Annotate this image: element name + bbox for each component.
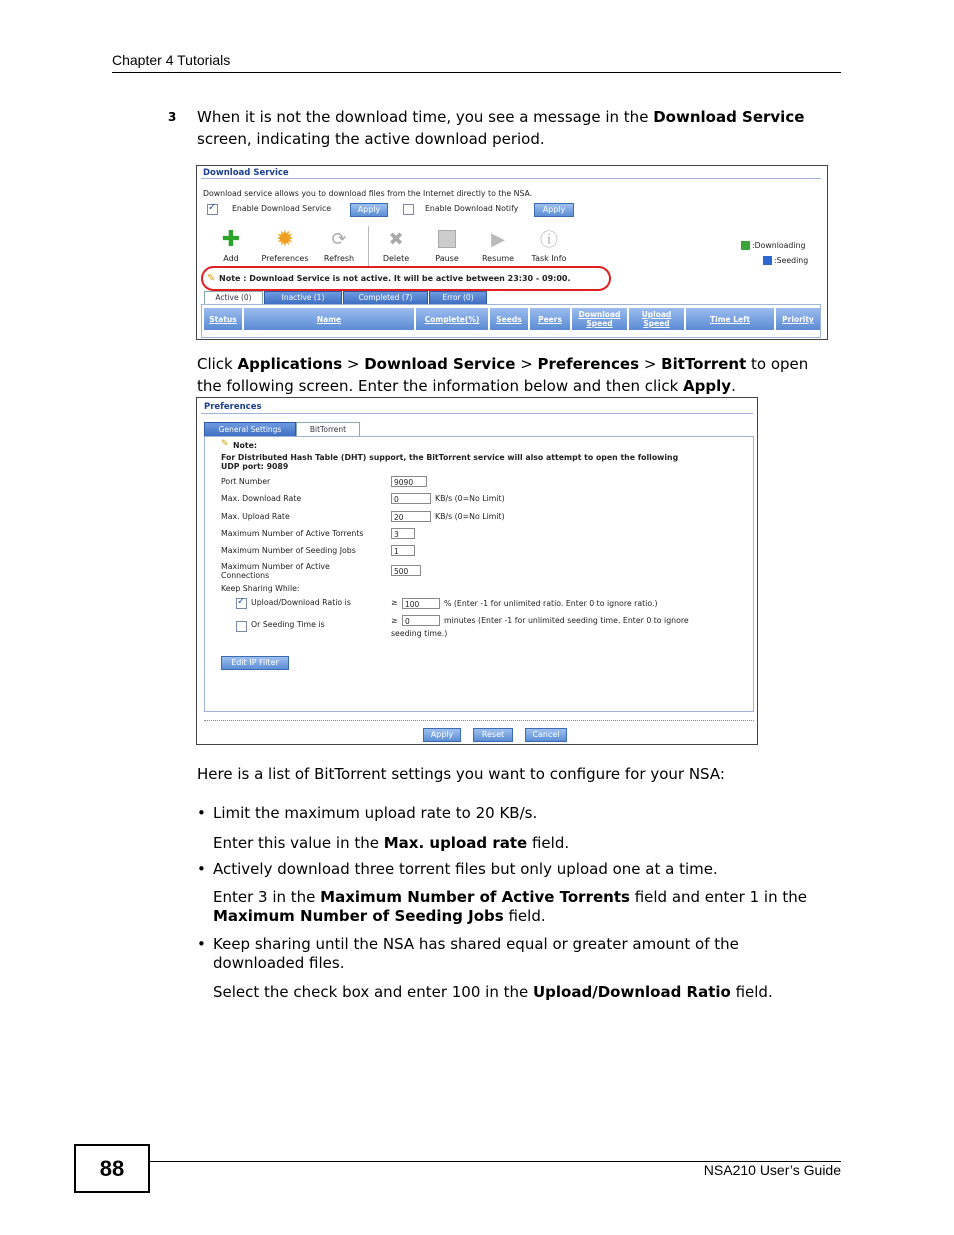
buttons-divider bbox=[204, 720, 754, 721]
service-intro: Download service allows you to download files from the Internet directly to the NSA. bbox=[203, 189, 533, 198]
dht-note-line-2: UDP port: 9089 bbox=[221, 462, 289, 471]
to-open-text: to open bbox=[746, 355, 809, 373]
pause-icon bbox=[436, 228, 458, 250]
bullet-1 bbox=[197, 804, 538, 822]
bullet-2-sub-line-2 bbox=[213, 907, 843, 926]
col-download-speed[interactable]: Download Speed bbox=[572, 308, 627, 330]
col-time-left[interactable]: Time Left bbox=[686, 308, 774, 330]
preferences-label: Preferences bbox=[261, 254, 309, 263]
preferences-screenshot bbox=[196, 397, 758, 745]
apply-notify-button[interactable]: Apply bbox=[534, 203, 574, 217]
add-tool[interactable] bbox=[207, 228, 255, 263]
max-download-rate-input[interactable]: 0 bbox=[391, 493, 431, 504]
step-line1-text: When it is not the download time, you see a message in the bbox=[197, 108, 654, 126]
col-status[interactable]: Status bbox=[204, 308, 242, 330]
separator-2: > bbox=[515, 355, 538, 373]
max-active-connections-label-1: Maximum Number of Active bbox=[221, 562, 330, 571]
resume-label: Resume bbox=[481, 254, 515, 263]
bullet-3 bbox=[197, 935, 739, 972]
pause-tool[interactable] bbox=[423, 228, 471, 263]
prefs-note-label: Note: bbox=[233, 441, 258, 450]
bullet-3-line-2: downloaded files. bbox=[213, 954, 345, 972]
separator-3: > bbox=[639, 355, 662, 373]
max-upload-rate-label: Max. Upload Rate bbox=[221, 512, 290, 521]
bullet-3-sub-pre: Select the check box and enter 100 in the bbox=[213, 983, 533, 1001]
header-rule bbox=[112, 72, 841, 73]
step-line-1 bbox=[197, 106, 847, 128]
apply-service-button[interactable]: Apply bbox=[350, 203, 388, 217]
preferences-icon: ✹ bbox=[275, 226, 295, 252]
preferences-tool[interactable] bbox=[261, 228, 309, 263]
title-divider bbox=[201, 178, 821, 179]
bullet-dot-1: • bbox=[197, 804, 206, 822]
max-download-rate-label: Max. Download Rate bbox=[221, 494, 302, 503]
instructions-line-2 bbox=[197, 375, 847, 397]
period: . bbox=[731, 377, 736, 395]
tab-active[interactable]: Active (0) bbox=[204, 291, 263, 304]
bullet-3-line-1: Keep sharing until the NSA has shared equal or greater amount of the bbox=[213, 935, 739, 953]
bullet-1-sub-post: field. bbox=[527, 834, 570, 852]
downloading-legend-icon bbox=[741, 241, 750, 250]
chapter-header: Chapter 4 Tutorials bbox=[112, 52, 231, 68]
seeding-time-hint-1: minutes (Enter -1 for unlimited seeding time. Enter 0 to ignore bbox=[444, 616, 689, 625]
settings-list-intro: Here is a list of BitTorrent settings you want to configure for your NSA: bbox=[197, 765, 725, 783]
delete-label: Delete bbox=[382, 254, 410, 263]
task-table bbox=[201, 304, 821, 338]
bullet-2-sub-pre: Enter 3 in the bbox=[213, 888, 321, 906]
resume-icon: ▶ bbox=[491, 228, 505, 250]
bullet-3-sub-bold: Upload/Download Ratio bbox=[533, 983, 731, 1001]
click-text: Click bbox=[197, 355, 238, 373]
note-pencil-icon: ✎ bbox=[221, 439, 229, 449]
ratio-input[interactable]: 100 bbox=[402, 598, 440, 609]
bittorrent-panel bbox=[204, 436, 754, 712]
col-priority[interactable]: Priority bbox=[776, 308, 820, 330]
tab-general-settings[interactable]: General Settings bbox=[204, 422, 296, 436]
task-info-icon: ⓘ bbox=[540, 230, 558, 251]
tab-completed[interactable]: Completed (7) bbox=[343, 291, 428, 304]
cancel-button[interactable]: Cancel bbox=[525, 728, 567, 742]
enable-notify-checkbox[interactable] bbox=[403, 204, 414, 215]
ratio-ge-symbol: ≥ bbox=[391, 598, 398, 607]
pause-label: Pause bbox=[435, 254, 459, 263]
refresh-label: Refresh bbox=[323, 254, 355, 263]
instructions-line-1 bbox=[197, 353, 847, 375]
apply-bold: Apply bbox=[683, 377, 732, 395]
seeding-time-hint-2: seeding time.) bbox=[391, 629, 448, 638]
page-number: 88 bbox=[74, 1144, 150, 1193]
table-header-row bbox=[204, 308, 818, 332]
dht-note-line-1: For Distributed Hash Table (DHT) support, the BitTorrent service will also attempt to open the following bbox=[221, 453, 679, 462]
preferences-bold: Preferences bbox=[537, 355, 640, 373]
bullet-1-sub-bold: Max. upload rate bbox=[383, 834, 528, 852]
bullet-1-sub-pre: Enter this value in the bbox=[213, 834, 384, 852]
tab-error[interactable]: Error (0) bbox=[429, 291, 487, 304]
preferences-title: Preferences bbox=[204, 402, 262, 412]
keep-sharing-label: Keep Sharing While: bbox=[221, 584, 300, 593]
inactive-note: Note : Download Service is not active. It will be active between 23:30 - 09:00. bbox=[219, 274, 571, 283]
bullet-1-text: Limit the maximum upload rate to 20 KB/s. bbox=[213, 804, 538, 822]
bullet-2-text: Actively download three torrent files but only upload one at a time. bbox=[213, 860, 718, 878]
preferences-tabs bbox=[204, 422, 364, 436]
bullet-2-sub-bold-1: Maximum Number of Active Torrents bbox=[320, 888, 630, 906]
resume-tool[interactable] bbox=[474, 228, 522, 263]
seeding-time-checkbox[interactable] bbox=[236, 621, 247, 632]
seeding-time-label: Or Seeding Time is bbox=[251, 620, 325, 629]
refresh-icon: ⟳ bbox=[331, 228, 347, 250]
task-info-tool[interactable] bbox=[525, 228, 573, 263]
max-active-torrents-input[interactable]: 3 bbox=[391, 528, 415, 539]
edit-ip-filter-button[interactable]: Edit IP Filter bbox=[221, 656, 289, 670]
delete-tool[interactable] bbox=[372, 228, 420, 263]
download-service-bold: Download Service bbox=[364, 355, 516, 373]
enable-service-label: Enable Download Service bbox=[232, 204, 332, 213]
ratio-label: Upload/Download Ratio is bbox=[251, 598, 351, 607]
max-active-torrents-label: Maximum Number of Active Torrents bbox=[221, 529, 364, 538]
instructions-paragraph bbox=[197, 353, 847, 397]
col-seeds[interactable]: Seeds bbox=[490, 308, 528, 330]
tab-bittorrent[interactable]: BitTorrent bbox=[296, 422, 360, 436]
add-label: Add bbox=[223, 254, 239, 263]
toolbar-separator bbox=[368, 226, 369, 266]
ratio-hint: % (Enter -1 for unlimited ratio. Enter 0 to ignore ratio.) bbox=[444, 599, 658, 608]
seeding-legend-icon bbox=[763, 256, 772, 265]
refresh-tool[interactable] bbox=[315, 228, 363, 263]
upload-rate-hint: KB/s (0=No Limit) bbox=[435, 512, 505, 521]
bullet-3-sub bbox=[213, 981, 773, 1003]
seed-ge-symbol: ≥ bbox=[391, 616, 398, 625]
seeding-legend-label: :Seeding bbox=[774, 256, 809, 265]
bullet-2-sub-mid: field and enter 1 in the bbox=[629, 888, 807, 906]
bullet-dot-3: • bbox=[197, 935, 206, 953]
max-seeding-jobs-input[interactable]: 1 bbox=[391, 545, 415, 556]
ratio-checkbox[interactable] bbox=[236, 598, 247, 609]
seeding-time-input[interactable]: 0 bbox=[402, 615, 440, 626]
col-upload-speed[interactable]: Upload Speed bbox=[629, 308, 684, 330]
download-rate-hint: KB/s (0=No Limit) bbox=[435, 494, 505, 503]
bullet-3-text bbox=[213, 935, 739, 973]
apply-button[interactable]: Apply bbox=[423, 728, 461, 742]
delete-icon: ✖ bbox=[388, 228, 404, 250]
download-service-screenshot bbox=[196, 165, 828, 340]
step-number: 3 bbox=[168, 110, 177, 124]
separator-1: > bbox=[342, 355, 365, 373]
bullet-1-sub bbox=[213, 832, 569, 854]
instructions-line2-text: the following screen. Enter the information below and then click bbox=[197, 377, 684, 395]
step-line1-bold: Download Service bbox=[653, 108, 805, 126]
reset-button[interactable]: Reset bbox=[473, 728, 513, 742]
port-number-input[interactable]: 9090 bbox=[391, 476, 427, 487]
applications-bold: Applications bbox=[237, 355, 343, 373]
guide-title: NSA210 User’s Guide bbox=[703, 1162, 841, 1178]
bittorrent-bold: BitTorrent bbox=[661, 355, 747, 373]
max-active-connections-label-2: Connections bbox=[221, 571, 270, 580]
col-name[interactable]: Name bbox=[244, 308, 414, 330]
download-service-title: Download Service bbox=[203, 168, 289, 178]
max-upload-rate-input[interactable]: 20 bbox=[391, 511, 431, 522]
add-icon: ✚ bbox=[221, 226, 241, 252]
task-info-label: Task Info bbox=[531, 254, 567, 263]
step-text bbox=[197, 106, 847, 150]
max-seeding-jobs-label: Maximum Number of Seeding Jobs bbox=[221, 546, 356, 555]
col-peers[interactable]: Peers bbox=[530, 308, 570, 330]
bullet-2 bbox=[197, 860, 718, 878]
max-active-connections-input[interactable]: 500 bbox=[391, 565, 421, 576]
bullet-2-sub bbox=[213, 888, 843, 926]
enable-service-checkbox[interactable] bbox=[207, 204, 218, 215]
col-complete[interactable]: Complete(%) bbox=[416, 308, 488, 330]
port-number-label: Port Number bbox=[221, 477, 271, 486]
status-tabs bbox=[204, 291, 824, 305]
prefs-title-divider bbox=[201, 413, 753, 414]
bullet-2-sub-bold-2: Maximum Number of Seeding Jobs bbox=[213, 907, 504, 925]
bullet-3-sub-post: field. bbox=[730, 983, 773, 1001]
note-icon: ✎ bbox=[207, 273, 216, 284]
bullet-2-sub-post: field. bbox=[503, 907, 546, 925]
bullet-dot-2: • bbox=[197, 860, 206, 878]
bullet-2-sub-line-1 bbox=[213, 888, 843, 907]
tab-inactive[interactable]: Inactive (1) bbox=[264, 291, 342, 304]
enable-notify-label: Enable Download Notify bbox=[425, 204, 519, 213]
downloading-legend-label: :Downloading bbox=[752, 241, 806, 250]
step-line-2: screen, indicating the active download period. bbox=[197, 130, 545, 148]
